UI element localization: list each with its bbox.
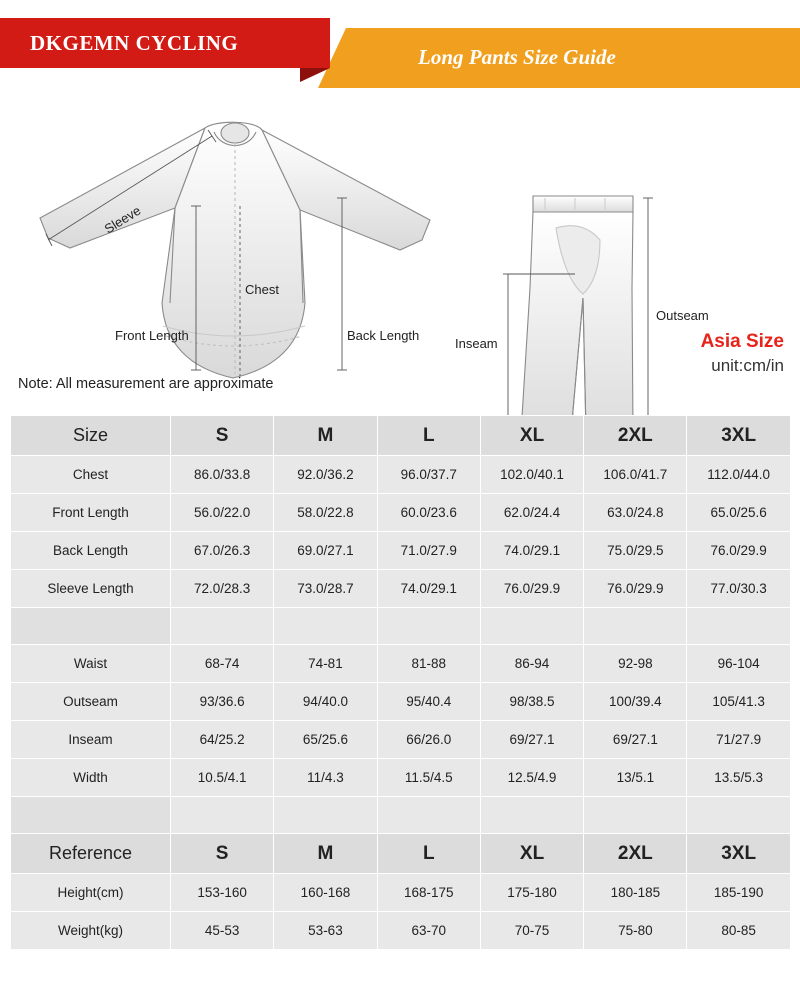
table-header-size: M	[274, 834, 377, 874]
table-cell: 74-81	[274, 645, 377, 683]
asia-size-label: Asia Size	[700, 331, 784, 352]
table-spacer-cell	[11, 797, 171, 834]
table-cell: 94/40.0	[274, 683, 377, 721]
table-cell: 81-88	[377, 645, 480, 683]
label-sleeve: Sleeve	[101, 202, 144, 237]
table-row-label: Weight(kg)	[11, 912, 171, 950]
measurement-note: Note: All measurement are approximate	[18, 376, 274, 392]
unit-label: unit:cm/in	[711, 356, 784, 375]
table-spacer-cell	[171, 797, 274, 834]
table-header-size: M	[274, 416, 377, 456]
table-row	[11, 532, 791, 570]
table-cell: 70-75	[480, 912, 583, 950]
table-row	[11, 456, 791, 494]
table-cell: 60.0/23.6	[377, 494, 480, 532]
illustration-svg	[0, 88, 800, 388]
table-header-size: 3XL	[687, 416, 790, 456]
table-cell: 180-185	[584, 874, 687, 912]
table-header-label: Reference	[11, 834, 171, 874]
table-cell: 56.0/22.0	[171, 494, 274, 532]
table-cell: 153-160	[171, 874, 274, 912]
table-cell: 96-104	[687, 645, 790, 683]
table-cell: 93/36.6	[171, 683, 274, 721]
label-chest: Chest	[245, 282, 279, 297]
table-row	[11, 683, 791, 721]
table-cell: 75-80	[584, 912, 687, 950]
title-banner	[318, 28, 800, 88]
table-header-label: Size	[11, 416, 171, 456]
table-cell: 65.0/25.6	[687, 494, 790, 532]
table-header-size: S	[171, 834, 274, 874]
table-row	[11, 645, 791, 683]
table-cell: 102.0/40.1	[480, 456, 583, 494]
size-table-wrapper	[10, 415, 790, 950]
table-row-label: Width	[11, 759, 171, 797]
table-cell: 66/26.0	[377, 721, 480, 759]
table-cell: 69/27.1	[584, 721, 687, 759]
table-spacer-cell	[274, 608, 377, 645]
table-cell: 13/5.1	[584, 759, 687, 797]
size-table	[10, 415, 791, 950]
table-cell: 10.5/4.1	[171, 759, 274, 797]
table-size-header-row	[11, 416, 791, 456]
table-spacer-cell	[584, 797, 687, 834]
table-cell: 58.0/22.8	[274, 494, 377, 532]
table-cell: 92.0/36.2	[274, 456, 377, 494]
table-row-label: Sleeve Length	[11, 570, 171, 608]
table-cell: 96.0/37.7	[377, 456, 480, 494]
table-header-size: S	[171, 416, 274, 456]
page-header	[0, 0, 800, 88]
table-cell: 74.0/29.1	[480, 532, 583, 570]
table-cell: 76.0/29.9	[687, 532, 790, 570]
table-cell: 185-190	[687, 874, 790, 912]
table-cell: 92-98	[584, 645, 687, 683]
table-spacer-cell	[11, 608, 171, 645]
table-cell: 68-74	[171, 645, 274, 683]
table-spacer-cell	[171, 608, 274, 645]
table-row	[11, 570, 791, 608]
table-cell: 100/39.4	[584, 683, 687, 721]
table-header-size: 3XL	[687, 834, 790, 874]
table-cell: 112.0/44.0	[687, 456, 790, 494]
table-cell: 53-63	[274, 912, 377, 950]
table-header-size: XL	[480, 834, 583, 874]
table-header-size: L	[377, 416, 480, 456]
brand-banner	[0, 18, 330, 68]
table-cell: 98/38.5	[480, 683, 583, 721]
table-spacer-row	[11, 608, 791, 645]
table-row-label: Inseam	[11, 721, 171, 759]
table-row	[11, 721, 791, 759]
table-cell: 72.0/28.3	[171, 570, 274, 608]
table-cell: 86.0/33.8	[171, 456, 274, 494]
table-cell: 11/4.3	[274, 759, 377, 797]
table-spacer-cell	[687, 797, 790, 834]
table-spacer-cell	[584, 608, 687, 645]
table-cell: 65/25.6	[274, 721, 377, 759]
label-back-length: Back Length	[347, 328, 420, 343]
table-header-size: 2XL	[584, 834, 687, 874]
table-row-label: Chest	[11, 456, 171, 494]
banner-fold	[300, 68, 330, 82]
table-header-size: XL	[480, 416, 583, 456]
table-header-size: L	[377, 834, 480, 874]
brand-name: DKGEMN CYCLING	[30, 30, 239, 55]
table-cell: 67.0/26.3	[171, 532, 274, 570]
table-cell: 95/40.4	[377, 683, 480, 721]
table-row-label: Waist	[11, 645, 171, 683]
table-cell: 86-94	[480, 645, 583, 683]
table-row	[11, 874, 791, 912]
table-spacer-cell	[377, 608, 480, 645]
table-cell: 160-168	[274, 874, 377, 912]
table-cell: 69.0/27.1	[274, 532, 377, 570]
page-title: Long Pants Size Guide	[418, 45, 616, 69]
table-cell: 105/41.3	[687, 683, 790, 721]
table-cell: 76.0/29.9	[480, 570, 583, 608]
table-cell: 168-175	[377, 874, 480, 912]
table-cell: 64/25.2	[171, 721, 274, 759]
table-row	[11, 759, 791, 797]
table-header-size: 2XL	[584, 416, 687, 456]
table-spacer-cell	[480, 797, 583, 834]
table-spacer-cell	[687, 608, 790, 645]
label-front-length: Front Length	[115, 328, 189, 343]
label-outseam: Outseam	[656, 308, 709, 323]
table-cell: 106.0/41.7	[584, 456, 687, 494]
pants-drawing	[521, 196, 633, 433]
table-row-label: Height(cm)	[11, 874, 171, 912]
table-cell: 13.5/5.3	[687, 759, 790, 797]
garment-illustrations	[0, 88, 800, 392]
table-cell: 71/27.9	[687, 721, 790, 759]
table-cell: 12.5/4.9	[480, 759, 583, 797]
label-inseam: Inseam	[455, 336, 498, 351]
table-row	[11, 912, 791, 950]
table-row-label: Back Length	[11, 532, 171, 570]
table-cell: 63.0/24.8	[584, 494, 687, 532]
table-cell: 175-180	[480, 874, 583, 912]
table-spacer-row	[11, 797, 791, 834]
table-cell: 75.0/29.5	[584, 532, 687, 570]
table-cell: 80-85	[687, 912, 790, 950]
table-cell: 77.0/30.3	[687, 570, 790, 608]
table-cell: 74.0/29.1	[377, 570, 480, 608]
table-reference-header-row	[11, 834, 791, 874]
table-row-label: Front Length	[11, 494, 171, 532]
table-row	[11, 494, 791, 532]
table-spacer-cell	[274, 797, 377, 834]
table-cell: 69/27.1	[480, 721, 583, 759]
table-cell: 73.0/28.7	[274, 570, 377, 608]
table-spacer-cell	[480, 608, 583, 645]
table-row-label: Outseam	[11, 683, 171, 721]
table-cell: 63-70	[377, 912, 480, 950]
table-cell: 11.5/4.5	[377, 759, 480, 797]
table-cell: 71.0/27.9	[377, 532, 480, 570]
table-cell: 76.0/29.9	[584, 570, 687, 608]
table-cell: 45-53	[171, 912, 274, 950]
table-cell: 62.0/24.4	[480, 494, 583, 532]
table-spacer-cell	[377, 797, 480, 834]
